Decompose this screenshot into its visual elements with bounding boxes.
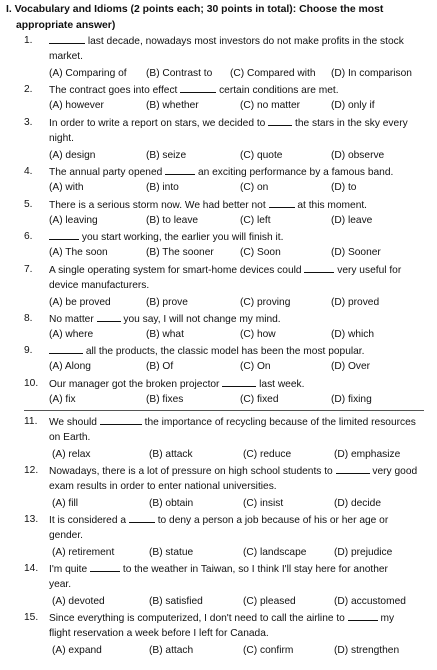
question-stem-continuation (0, 430, 437, 446)
question-stem-line (0, 343, 437, 359)
answer-option[interactable]: (B) fixes (146, 394, 184, 406)
question-stem (49, 414, 423, 431)
stem-after-blank: very good (372, 466, 418, 477)
question-number: 12. (24, 465, 39, 476)
stem-continuation-text: device manufacturers. (49, 280, 150, 292)
question-item (0, 311, 437, 344)
answer-blank (165, 164, 195, 175)
question-item (0, 343, 437, 376)
question-stem-continuation (0, 626, 437, 642)
options-line (0, 245, 437, 261)
options-line (0, 98, 437, 114)
answer-option[interactable]: (B) whether (146, 100, 199, 112)
options-line (0, 392, 437, 408)
answer-option[interactable]: (C) pleased (243, 595, 296, 607)
answer-option[interactable]: (B) statue (149, 546, 194, 558)
question-number: 3. (24, 117, 33, 128)
question-item (0, 33, 437, 82)
answer-blank (268, 115, 292, 126)
question-stem (49, 376, 423, 393)
answer-option[interactable]: (C) how (240, 329, 276, 341)
answer-option[interactable]: (D) leave (331, 215, 373, 227)
answer-option[interactable]: (D) strengthen (334, 644, 400, 656)
question-stem-line (0, 311, 437, 327)
stem-after-blank: very useful for (337, 265, 402, 276)
answer-option[interactable]: (A) retirement (52, 546, 115, 558)
question-stem (49, 164, 423, 181)
question-number: 13. (24, 514, 39, 525)
answer-blank (49, 33, 85, 44)
answer-option[interactable]: (D) fixing (331, 394, 372, 406)
question-stem-line (0, 229, 437, 245)
question-item (0, 115, 437, 164)
stem-continuation-text: night. (49, 133, 74, 145)
answer-blank (49, 343, 83, 354)
answer-blank (180, 82, 216, 93)
answer-option[interactable]: (A) design (49, 149, 96, 161)
answer-option[interactable]: (D) accustomed (334, 595, 406, 607)
question-item (0, 197, 437, 230)
question-number: 2. (24, 84, 33, 95)
answer-option[interactable]: (A) fix (49, 394, 76, 406)
question-stem-line (0, 463, 437, 479)
stem-after-blank: the importance of recycling because of the limited resources (144, 417, 416, 428)
question-item (0, 610, 437, 659)
question-stem-continuation (0, 528, 437, 544)
options-line (0, 545, 437, 561)
question-number: 6. (24, 231, 33, 242)
stem-continuation-text: flight reservation a week before I left for Canada. (49, 628, 269, 640)
answer-option[interactable]: (B) to leave (146, 215, 199, 227)
question-item (0, 262, 437, 311)
question-stem-continuation (0, 49, 437, 65)
answer-option[interactable]: (C) confirm (243, 644, 294, 656)
stem-before-blank: Our manager got the broken projector (49, 379, 220, 390)
question-item (0, 561, 437, 610)
answer-option[interactable]: (C) Compared with (230, 67, 316, 79)
answer-option[interactable]: (A) expand (52, 644, 102, 656)
question-item (0, 164, 437, 197)
options-line (0, 496, 437, 512)
answer-blank (222, 376, 256, 387)
question-number: 8. (24, 313, 33, 324)
answer-option[interactable]: (D) which (331, 329, 375, 341)
stem-before-blank: In order to write a report on stars, we decided to (49, 118, 266, 129)
stem-before-blank: Since everything is computerized, I don't need to call the airline to (49, 613, 345, 624)
question-stem-line (0, 610, 437, 626)
question-stem (49, 262, 423, 279)
options-line (0, 180, 437, 196)
stem-continuation-text: market. (49, 51, 83, 63)
answer-option[interactable]: (D) to (331, 182, 357, 194)
question-item (0, 82, 437, 115)
answer-blank (348, 610, 378, 621)
stem-after-blank: to the weather in Taiwan, so I think I'll stay here for another (122, 564, 388, 575)
answer-option[interactable]: (C) Soon (240, 247, 281, 259)
answer-option[interactable]: (C) proving (240, 296, 291, 308)
stem-after-blank: certain conditions are met. (219, 85, 339, 96)
options-line (0, 213, 437, 229)
question-stem (49, 229, 423, 246)
stem-after-blank: last week. (259, 379, 305, 390)
question-stem-line (0, 197, 437, 213)
question-stem (49, 197, 423, 214)
question-number: 4. (24, 166, 33, 177)
options-line (0, 327, 437, 343)
options-line (0, 447, 437, 463)
question-number: 5. (24, 199, 33, 210)
answer-blank (129, 512, 155, 523)
question-item (0, 229, 437, 262)
question-stem-line (0, 115, 437, 131)
answer-option[interactable]: (B) Contrast to (146, 67, 213, 79)
stem-after-blank: you start working, the earlier you will finish it. (81, 232, 284, 243)
options-line (0, 66, 437, 82)
question-stem-continuation (0, 131, 437, 147)
question-stem-continuation (0, 479, 437, 495)
stem-continuation-text: year. (49, 579, 72, 591)
answer-blank (90, 561, 120, 572)
answer-option[interactable]: (C) On (240, 361, 271, 373)
heading-line-1: I. Vocabulary and Idioms (2 points each; 30 points in total): Choose the most (6, 4, 384, 15)
question-item (0, 463, 437, 512)
answer-option[interactable]: (D) In comparison (331, 67, 412, 79)
question-number: 1. (24, 35, 33, 46)
answer-option[interactable]: (B) seize (146, 149, 187, 161)
options-line (0, 359, 437, 375)
answer-option[interactable]: (C) on (240, 182, 269, 194)
question-stem (49, 115, 423, 132)
question-number: 15. (24, 612, 39, 623)
answer-option[interactable]: (D) decide (334, 497, 381, 509)
stem-before-blank: Nowadays, there is a lot of pressure on high school students to (49, 466, 333, 477)
answer-option[interactable]: (A) leaving (49, 215, 98, 227)
question-stem-line (0, 82, 437, 98)
stem-continuation-text: exam results in order to enter national universities. (49, 481, 277, 493)
question-number: 11. (24, 416, 38, 427)
answer-blank (336, 463, 370, 474)
answer-option[interactable]: (B) into (146, 182, 179, 194)
options-line (0, 643, 437, 659)
answer-blank (49, 229, 79, 240)
question-number: 10. (24, 378, 39, 389)
stem-after-blank: last decade, nowadays most investors do not make profits in the stock (87, 36, 404, 47)
answer-option[interactable]: (A) devoted (52, 595, 105, 607)
options-line (0, 295, 437, 311)
stem-after-blank: all the products, the classic model has been the most popular. (85, 346, 365, 357)
question-stem (49, 610, 423, 627)
question-stem (49, 463, 423, 480)
question-number: 7. (24, 264, 33, 275)
answer-option[interactable]: (B) The sooner (146, 247, 214, 259)
question-item (0, 376, 437, 409)
answer-option[interactable]: (C) insist (243, 497, 284, 509)
answer-option[interactable]: (C) no matter (240, 100, 301, 112)
question-stem (49, 561, 423, 578)
stem-before-blank: The contract goes into effect (49, 85, 178, 96)
answer-option[interactable]: (A) fill (52, 497, 79, 509)
stem-continuation-text: on Earth. (49, 432, 91, 444)
section-heading (6, 2, 406, 34)
stem-before-blank: No matter (49, 314, 94, 325)
question-stem (49, 343, 423, 360)
answer-option[interactable]: (D) emphasize (334, 448, 401, 460)
answer-option[interactable]: (C) fixed (240, 394, 279, 406)
answer-option[interactable]: (B) prove (146, 296, 188, 308)
stem-after-blank: you say, I will not change my mind. (123, 314, 281, 325)
stem-after-blank: at this moment. (297, 200, 368, 211)
stem-before-blank: We should (49, 417, 97, 428)
options-line (0, 148, 437, 164)
answer-option[interactable]: (A) The soon (49, 247, 108, 259)
answer-option[interactable]: (B) Of (146, 361, 174, 373)
answer-option[interactable]: (A) Comparing of (49, 67, 127, 79)
question-stem (49, 311, 423, 328)
answer-option[interactable]: (B) satisfied (149, 595, 203, 607)
question-stem-line (0, 262, 437, 278)
question-number: 14. (24, 563, 39, 574)
question-stem-line (0, 512, 437, 528)
question-stem (49, 82, 423, 99)
stem-after-blank: to deny a person a job because of his or her age or (157, 515, 389, 526)
answer-blank (97, 311, 121, 322)
answer-option[interactable]: (C) reduce (243, 448, 292, 460)
question-stem (49, 33, 423, 50)
question-stem-line (0, 561, 437, 577)
answer-option[interactable]: (C) quote (240, 149, 283, 161)
section-divider (24, 410, 424, 411)
question-stem-line (0, 414, 437, 430)
heading-line-2: appropriate answer) (16, 20, 116, 31)
answer-option[interactable]: (A) however (49, 100, 104, 112)
question-stem-line (0, 164, 437, 180)
stem-before-blank: I'm quite (49, 564, 88, 575)
answer-option[interactable]: (B) obtain (149, 497, 194, 509)
stem-after-blank: my (380, 613, 395, 624)
question-item (0, 512, 437, 561)
answer-blank (100, 414, 142, 425)
answer-option[interactable]: (D) proved (331, 296, 380, 308)
answer-option[interactable]: (B) attack (149, 448, 193, 460)
answer-option[interactable]: (A) where (49, 329, 94, 341)
answer-option[interactable]: (D) prejudice (334, 546, 393, 558)
answer-option[interactable]: (A) Along (49, 361, 91, 373)
answer-option[interactable]: (D) Over (331, 361, 371, 373)
answer-blank (304, 262, 334, 273)
question-stem-continuation (0, 278, 437, 294)
stem-before-blank: A single operating system for smart-home devices could (49, 265, 302, 276)
answer-option[interactable]: (A) be proved (49, 296, 111, 308)
answer-option[interactable]: (A) relax (52, 448, 91, 460)
stem-before-blank: It is considered a (49, 515, 127, 526)
stem-after-blank: an exciting performance by a famous band. (197, 167, 394, 178)
options-line (0, 594, 437, 610)
answer-option[interactable]: (B) attach (149, 644, 194, 656)
question-number: 9. (24, 345, 33, 356)
question-item (0, 414, 437, 463)
answer-option[interactable]: (D) only if (331, 100, 375, 112)
answer-option[interactable]: (A) with (49, 182, 84, 194)
stem-before-blank: The annual party opened (49, 167, 163, 178)
answer-option[interactable]: (B) what (146, 329, 184, 341)
answer-option[interactable]: (D) Sooner (331, 247, 381, 259)
question-stem-line (0, 33, 437, 49)
stem-continuation-text: gender. (49, 530, 83, 542)
answer-option[interactable]: (C) left (240, 215, 271, 227)
answer-blank (269, 197, 295, 208)
question-stem-line (0, 376, 437, 392)
question-stem-continuation (0, 577, 437, 593)
stem-after-blank: the stars in the sky every (295, 118, 408, 129)
answer-option[interactable]: (C) landscape (243, 546, 307, 558)
stem-before-blank: There is a serious storm now. We had better not (49, 200, 266, 211)
question-stem (49, 512, 423, 529)
answer-option[interactable]: (D) observe (331, 149, 385, 161)
